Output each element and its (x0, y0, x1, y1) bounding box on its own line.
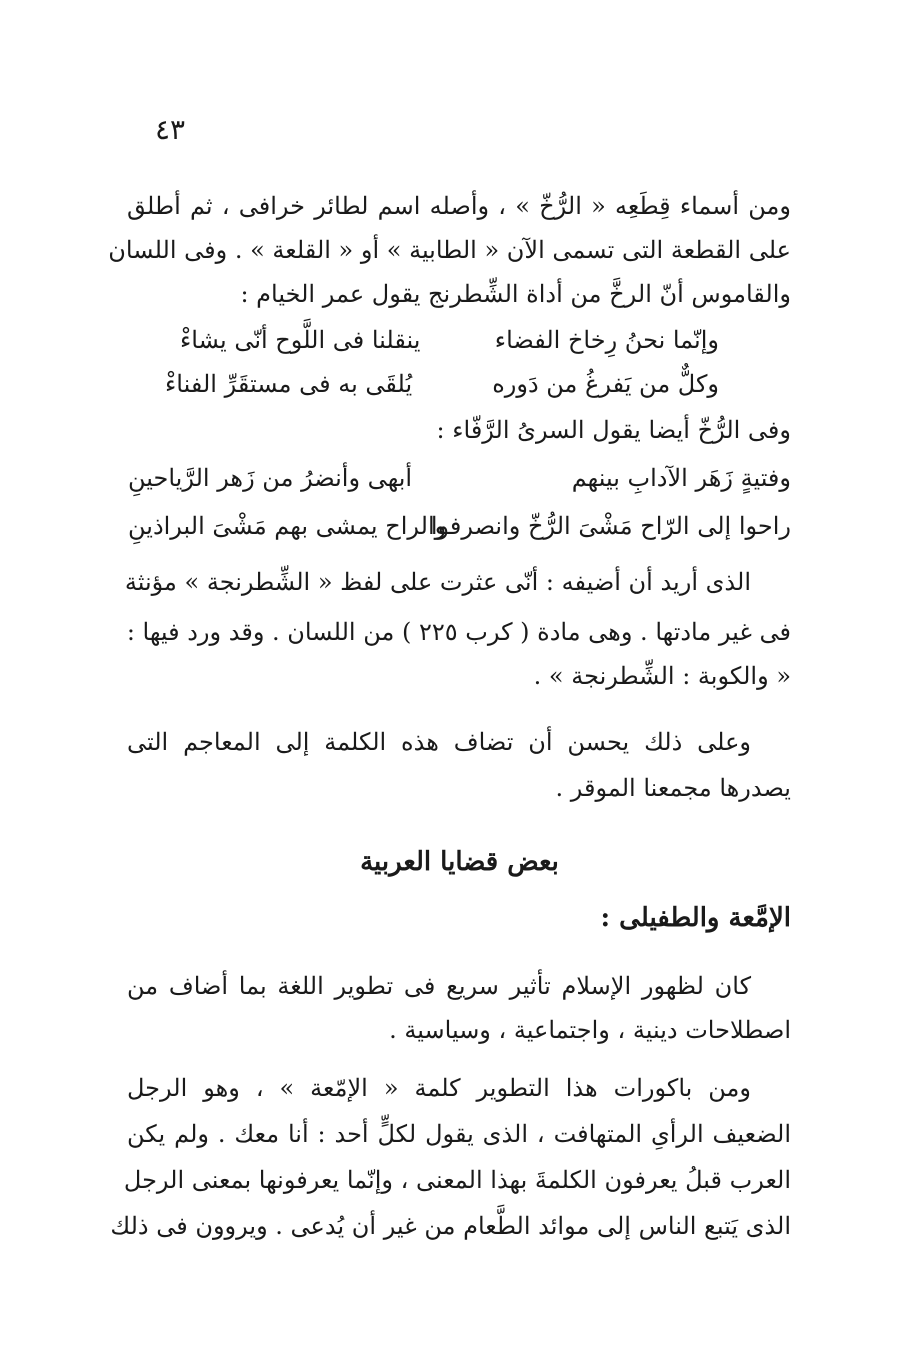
verse-hemistich-left: أبهى وأنضرُ من زَهر الرَّياحينِ (128, 464, 413, 492)
text-line: وعلى ذلك يحسن أن تضاف هذه الكلمة إلى المعاجم التى (127, 728, 751, 756)
text-line: وفى الرُّخّ أيضا يقول السرىُ الرَّفّاء : (436, 416, 791, 444)
verse-hemistich-right: وفتيةٍ زَهَر الآدابِ بينهم (571, 464, 791, 492)
text-line: كان لظهور الإسلام تأثير سريع فى تطوير اللغة بما أضاف من (127, 972, 751, 1000)
verse-hemistich-right: وكلٌّ من يَفرغُ من دَوره (492, 370, 719, 398)
verse-hemistich-right: راحوا إلى الرّاح مَشْىَ الرُّخّ وانصرفوا (430, 512, 791, 540)
text-line: الضعيف الرأىِ المتهافت ، الذى يقول لكلٍّ أحد : أنا معك . ولم يكن (127, 1120, 791, 1148)
verse-hemistich-left: والراح يمشى بهم مَشْىَ البراذينِ (128, 512, 447, 540)
page-number: ٤٣ (154, 113, 186, 146)
section-title: بعض قضايا العربية (360, 847, 559, 877)
text-line: على القطعة التى تسمى الآن « الطابية » أو « القلعة » . وفى اللسان (108, 236, 791, 264)
text-line: ومن باكورات هذا التطوير كلمة « الإمّعة » ، وهو الرجل (127, 1074, 751, 1102)
text-line: فى غير مادتها . وهى مادة ( كرب ٢٢٥ ) من اللسان . وقد ورد فيها : (126, 618, 791, 646)
text-line: اصطلاحات دينية ، واجتماعية ، وسياسية . (389, 1016, 791, 1044)
text-line: ومن أسماء قِطَعِه « الرُّخّ » ، وأصله اسم لطائر خرافى ، ثم أطلق (127, 192, 791, 220)
text-line: يصدرها مجمعنا الموقر . (555, 774, 791, 802)
verse-hemistich-left: ينقلنا فى اللَّوح أنّى يشاءْ (180, 326, 421, 354)
text-line: العرب قبلُ يعرفون الكلمةَ بهذا المعنى ، وإنّما يعرفونها بمعنى الرجل (123, 1166, 791, 1194)
text-line: والقاموس أنّ الرخَّ من أداة الشِّطرنج يقول عمر الخيام : (240, 280, 791, 308)
verse-hemistich-left: يُلقَى به فى مستقَرِّ الفناءْ (165, 370, 413, 398)
verse-hemistich-right: وإنّما نحنُ رِخاخ الفضاء (494, 326, 719, 354)
text-line: الذى يَتبع الناس إلى موائد الطَّعام من غير أن يُدعى . ويروون فى ذلك (110, 1212, 791, 1240)
text-line: « والكوبة : الشِّطرنجة » . (533, 662, 791, 690)
subsection-title: الإمَّعة والطفيلى : (600, 903, 791, 933)
text-line: الذى أريد أن أضيفه : أنّى عثرت على لفظ « الشِّطرنجة » مؤنثة (124, 568, 751, 596)
